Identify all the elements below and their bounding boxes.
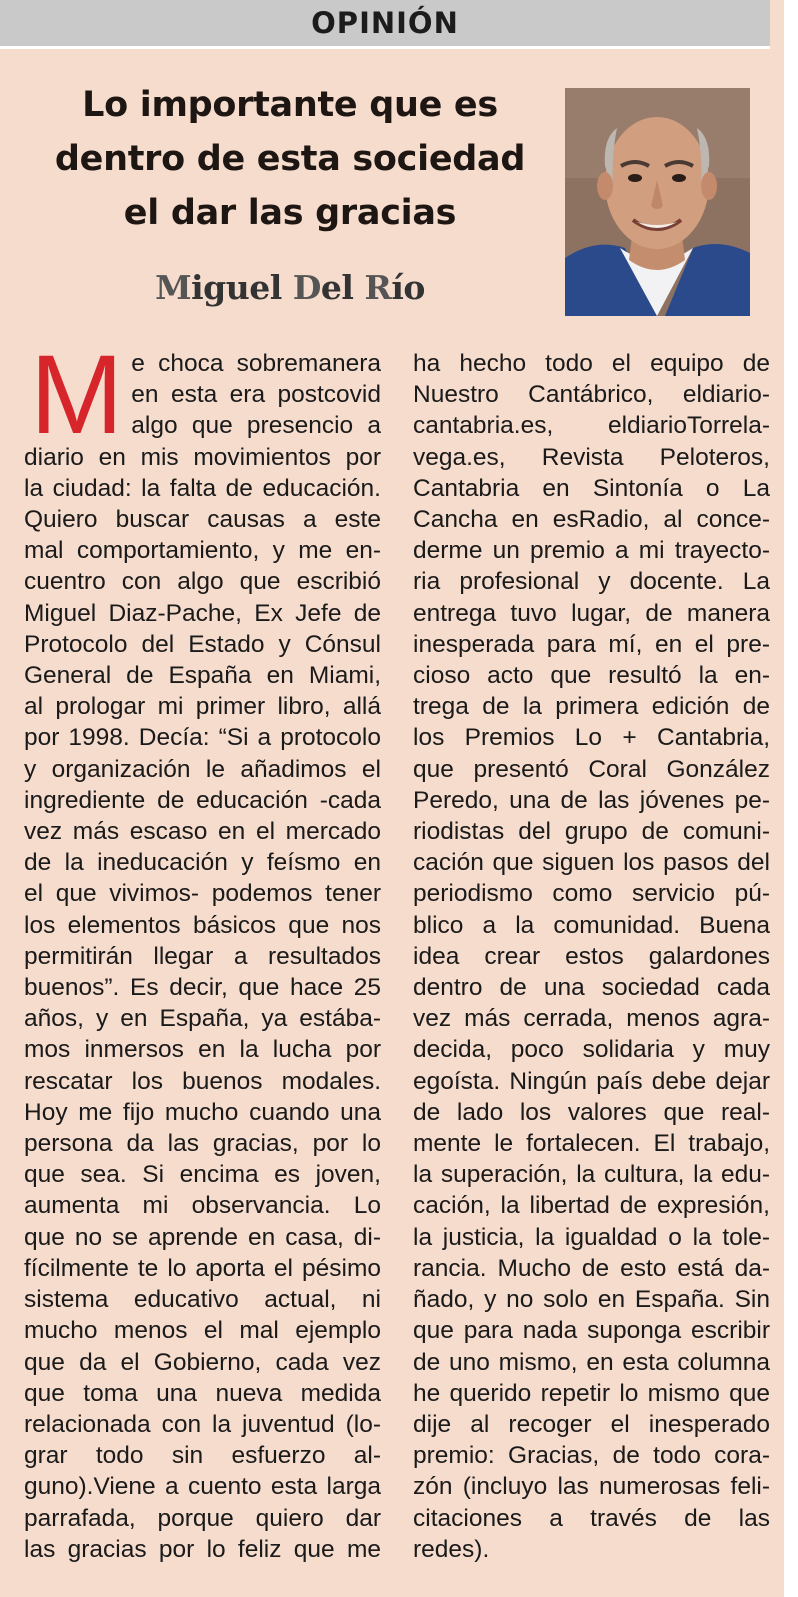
text-line: persona da las gracias, por lo	[24, 1130, 381, 1158]
text-line: los elementos básicos que nos	[24, 911, 381, 939]
text-line: mos inmersos en la lucha por	[24, 1036, 381, 1064]
text-line: sistema educativo actual, ni	[24, 1286, 381, 1314]
text-line: que no se aprende en casa, di-	[24, 1223, 381, 1251]
article-column-left	[24, 332, 381, 1578]
author-byline	[30, 268, 550, 307]
text-line: buenos”. Es decir, que hace 25	[24, 974, 381, 1002]
text-line: mente le fortalecen. El trabajo,	[413, 1130, 770, 1158]
text-line: que toma una nueva medida	[24, 1379, 381, 1407]
byline-initial: R	[364, 268, 392, 307]
text-line: guno).Viene a cuento esta larga	[24, 1473, 381, 1501]
text-line: de lado los valores que real-	[413, 1098, 770, 1126]
text-line: vega.es, Revista Peloteros,	[413, 443, 770, 471]
text-line: e choca sobremanera	[131, 350, 381, 377]
text-line: la justicia, la igualdad o la tole-	[413, 1223, 770, 1251]
text-line: cuentro con algo que escribió	[24, 568, 381, 596]
text-line: Quiero buscar causas a este	[24, 506, 381, 534]
text-line: diario en mis movimientos por	[24, 443, 381, 471]
text-line: ha hecho todo el equipo de	[413, 350, 770, 377]
drop-cap: M	[30, 332, 124, 457]
text-line: rescatar los buenos modales.	[24, 1067, 381, 1095]
text-line: derme un premio a mi trayecto-	[413, 537, 770, 565]
text-line: por 1998. Decía: “Si a protocolo	[24, 724, 381, 752]
text-line: zón (incluyo las numerosas feli-	[413, 1473, 770, 1501]
headline	[30, 78, 550, 240]
text-line: Miguel Diaz-Pache, Ex Jefe de	[24, 599, 381, 627]
text-line: he querido repetir lo mismo que	[413, 1379, 770, 1407]
text-line: riodistas del grupo de comuni-	[413, 818, 770, 846]
text-line: Peredo, una de las jóvenes pe-	[413, 786, 770, 814]
text-line: que para nada suponga escribir	[413, 1317, 770, 1345]
author-photo	[565, 88, 750, 316]
text-line: mal comportamiento, y me en-	[24, 537, 381, 565]
text-line: grar todo sin esfuerzo al-	[24, 1442, 381, 1470]
text-line: y organización le añadimos el	[24, 755, 381, 783]
byline-initial: M	[155, 268, 192, 307]
text-line: la ciudad: la falta de educación.	[24, 474, 381, 502]
text-line: de uno mismo, en esta columna	[413, 1348, 770, 1376]
byline-part: el	[320, 268, 365, 307]
text-line: el que vivimos- podemos tener	[24, 880, 381, 908]
byline-part: iguel	[191, 268, 293, 307]
text-line: Cancha en esRadio, al conce-	[413, 506, 770, 534]
text-line: rancia. Mucho de esto está da-	[413, 1254, 770, 1282]
text-line: las gracias por lo feliz que me	[24, 1535, 381, 1563]
text-line: ingrediente de educación -cada	[24, 786, 381, 814]
text-line: años, y en España, ya estába-	[24, 1005, 381, 1033]
text-line: Protocolo del Estado y Cónsul	[24, 630, 381, 658]
text-line: que presentó Coral González	[413, 755, 770, 783]
text-line: fícilmente te lo aporta el pésimo	[24, 1254, 381, 1282]
text-line: Nuestro Cantábrico, eldiario-	[413, 381, 770, 409]
article-column-right	[413, 348, 770, 1578]
text-line: Hoy me fijo mucho cuando una	[24, 1098, 381, 1126]
text-line: decida, poco solidaria y muy	[413, 1036, 770, 1064]
text-line: vez más escaso en el mercado	[24, 818, 381, 846]
text-line: ñado, y no solo en España. Sin	[413, 1286, 770, 1314]
text-line: que sea. Si encima es joven,	[24, 1161, 381, 1189]
text-line: blico a la comunidad. Buena	[413, 911, 770, 939]
text-line: inesperada para mí, en el pre-	[413, 630, 770, 658]
text-line: periodismo como servicio pú-	[413, 880, 770, 908]
byline-part: ío	[391, 268, 425, 307]
text-line: en esta era postcovid	[131, 381, 381, 409]
text-line: cantabria.es, eldiarioTorrela-	[413, 412, 770, 440]
text-line: los Premios Lo + Cantabria,	[413, 724, 770, 752]
byline-initial: D	[292, 268, 321, 307]
text-line: al prologar mi primer libro, allá	[24, 693, 381, 721]
text-line: parrafada, porque quiero dar	[24, 1504, 381, 1532]
text-line: premio: Gracias, de todo cora-	[413, 1442, 770, 1470]
text-line: la superación, la cultura, la edu-	[413, 1161, 770, 1189]
text-line: permitirán llegar a resultados	[24, 942, 381, 970]
text-line: trega de la primera edición de	[413, 693, 770, 721]
text-line: aumenta mi observancia. Lo	[24, 1192, 381, 1220]
headline-line: Lo importante que es	[82, 85, 498, 125]
text-line: idea crear estos galardones	[413, 942, 770, 970]
text-line: de la ineducación y feísmo en	[24, 849, 381, 877]
text-line: egoísta. Ningún país debe dejar	[413, 1067, 770, 1095]
text-line: mucho menos el mal ejemplo	[24, 1317, 381, 1345]
text-line: cioso acto que resultó la en-	[413, 662, 770, 690]
section-header-bar	[0, 0, 770, 49]
text-line: ria profesional y docente. La	[413, 568, 770, 596]
text-line: que da el Gobierno, cada vez	[24, 1348, 381, 1376]
text-line: cación, la libertad de expresión,	[413, 1192, 770, 1220]
text-line: Cantabria en Sintonía o La	[413, 474, 770, 502]
text-line: General de España en Miami,	[24, 662, 381, 690]
text-line: cación que siguen los pasos del	[413, 849, 770, 877]
text-line: redes).	[413, 1535, 490, 1563]
text-line: citaciones a través de las	[413, 1504, 770, 1532]
text-line: algo que presencio a	[131, 412, 381, 440]
text-line: relacionada con la juventud (lo-	[24, 1410, 381, 1438]
text-line: dentro de una sociedad cada	[413, 974, 770, 1002]
text-line: entrega tuvo lugar, de manera	[413, 599, 770, 627]
headline-line: el dar las gracias	[123, 193, 457, 233]
author-portrait-illustration	[565, 88, 750, 316]
text-line: dije al recoger el inesperado	[413, 1410, 770, 1438]
headline-line: dentro de esta sociedad	[54, 139, 526, 179]
text-line: vez más cerrada, menos agra-	[413, 1005, 770, 1033]
section-title: OPINIÓN	[311, 6, 459, 40]
